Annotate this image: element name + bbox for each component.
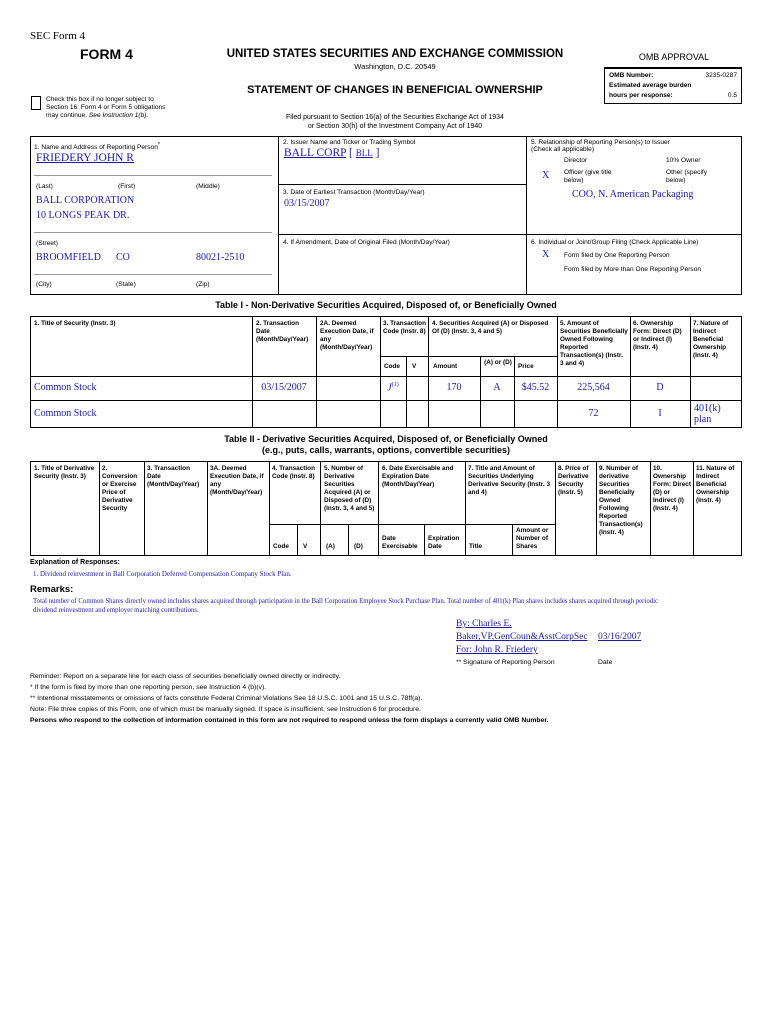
t1-r1-ad: A [493,382,501,393]
t1-col-acquired: 4. Securities Acquired (A) or Disposed Of (D) (Instr. 3, 4 and 5) [432,320,549,335]
last-label: (Last) [36,183,53,190]
t1-r1-title: Common Stock [34,382,97,393]
agency-location: Washington, D.C. 20549 [354,62,436,71]
director-option[interactable]: Director [564,157,588,164]
reporting-person-name[interactable]: FRIEDERY JOHN R [36,152,134,164]
relationship-label-2: (Check all applicable) [531,146,595,153]
reporting-person-label: 1. Name and Address of Reporting Person* [34,142,161,152]
t2-col-deriv-price: 8. Price of Derivative Security (Instr. 5) [558,465,589,496]
remarks-heading: Remarks: [30,584,74,595]
remarks-text: Total number of Common Shares directly owned includes shares acquired through participation in the Ball Corporation Employee Stock Purchase Plan. Total number of 401(k) Plan shares includes shares acquired through periodic dividend reinvestment and employer matching contributions. [33,598,659,614]
earliest-transaction-date: 03/15/2007 [284,198,330,209]
omb-box: OMB Number: 3235-0287 Estimated average burden hours per response: 0.5 [604,68,742,104]
signature-label: ** Signature of Reporting Person [456,659,555,666]
signature-date: 03/16/2007 [598,632,642,642]
t2-sub-exercisable: Date Exercisable [382,535,418,550]
filing-option-multiple[interactable]: Form filed by More than One Reporting Person [564,266,702,273]
checkbox-text-2: Section 16. Form 4 or Form 5 obligations [46,104,166,111]
table2-title: Table II - Derivative Securities Acquired, Disposed of, or Beneficially Owned (e.g., puts, calls, warrants, options, convertible securities) [224,434,548,455]
checkbox-text-3: may continue. See Instruction 1(b). [46,112,149,119]
t1-r1-price: $45.52 [521,382,550,393]
agency-title: UNITED STATES SECURITIES AND EXCHANGE COMMISSION [226,48,564,60]
state-value: CO [116,252,130,263]
signature-line-1: By: Charles E. [456,619,512,629]
t1-r1-code: $J^{(1)}$ [387,382,399,394]
t2-col-nature: 11. Nature of Indirect Beneficial Ownership (Instr. 4) [696,465,735,504]
address-line-2: 10 LONGS PEAK DR. [36,210,130,221]
date-label: Date [598,659,613,666]
t1-col-code: 3. Transaction Code (Instr. 8) [383,320,426,335]
t1-col-owned: 5. Amount of Securities Beneficially Owned Following Reported Transaction(s) (Instr. 3 and 4) [560,320,628,367]
t2-sub-title: Title [469,543,483,550]
t2-sub-code: Code [273,543,289,550]
officer-check-mark: X [542,170,550,181]
address-line-1: BALL CORPORATION [36,195,135,206]
explanation-note-1: 1. Dividend reinvestment in Ball Corporation Deferred Compensation Company Stock Plan. [33,570,292,578]
first-label: (First) [118,183,136,190]
t1-col-date: 2. Transaction Date (Month/Day/Year) [256,320,309,343]
omb-approval-title: OMB APPROVAL [638,52,710,62]
t2-col-deemed: 3A. Deemed Execution Date, if any (Month/Day/Year) [210,465,264,496]
t1-r1-amount: 170 [446,382,462,393]
zip-value: 80021-2510 [196,252,245,263]
city-label: (City) [36,281,52,288]
t2-col-date: 3. Transaction Date (Month/Day/Year) [147,465,200,488]
t2-col-exercisable: 6. Date Exercisable and Expiration Date (Month/Day/Year) [382,465,454,488]
filed-pursuant: Filed pursuant to Section 16(a) of the Securities Exchange Act of 1934 or Section 30(h) of the Investment Company Act of 1940 [286,114,504,130]
explanation-heading: Explanation of Responses: [30,559,120,566]
checkbox-text-1: Check this box if no longer subject to [46,96,154,103]
issuer-label: 2. Issuer Name and Ticker or Trading Symbol [283,139,416,146]
ten-percent-option[interactable]: 10% Owner [666,157,701,164]
t1-col-form: 6. Ownership Form: Direct (D) or Indirect (I) (Instr. 4) [633,320,682,351]
t1-sub-ad: (A) or (D) [484,359,512,366]
t2-col-price: 2. Conversion or Exercise Price of Derivative Security [102,465,138,512]
no-longer-subject-checkbox[interactable] [31,96,41,110]
t1-col-title: 1. Title of Security (Instr. 3) [34,320,116,327]
t1-r2-form: I [658,408,662,419]
t2-sub-v: V [303,543,308,550]
t1-r2-nature: 401(k) plan [694,403,721,425]
zip-label: (Zip) [196,281,210,288]
signature-line-2: Baker,VP,GenCoun&AsstCorpSec [456,632,588,642]
filing-label: 6. Individual or Joint/Group Filing (Check Applicable Line) [531,239,699,246]
sec-form-label: SEC Form 4 [30,30,86,42]
t2-col-form: 10. Ownership Form: Direct (D) or Indirect (I) (Instr. 4) [653,465,691,512]
issuer-name: BALL CORP [ BLL ] [284,147,380,159]
street-label: (Street) [36,240,58,247]
footer-notes: Reminder: Report on a separate line for each class of securities beneficially owned directly or indirectly. * If the form is filed by more than one reporting person, see Instruction 4 (b)(v). ** Intentional misstatements or omissions of facts constitute Federal Criminal Violations See 18 U.S.C. 1001 and 15 U.S.C. 78ff(a). Note: File three copies of this Form, one of which must be manually signed. If space is insufficient, see Instruction 6 for procedure. Persons who respond to the collection of information contained in this form are not required to respond unless the form displays a currently valid OMB Number. [30,673,549,724]
t2-col-owned: 9. Number of derivative Securities Beneficially Owned Following Reported Transaction(s) (Instr. 4) [599,465,643,536]
signature-line-3: For: John R. Friedery [456,645,538,655]
t2-col-title: 1. Title of Derivative Security (Instr. 3) [34,465,95,480]
table1-title: Table I - Non-Derivative Securities Acquired, Disposed of, or Beneficially Owned [215,300,557,310]
t2-sub-expiration: Expiration Date [428,535,460,550]
t2-sub-a: (A) [326,543,335,550]
t1-sub-amount: Amount [433,363,458,370]
t1-col-nature: 7. Nature of Indirect Beneficial Ownership (Instr. 4) [693,320,729,359]
state-label: (State) [116,281,136,288]
t2-col-number: 5. Number of Derivative Securities Acquired (A) or Disposed of (D) (Instr. 3, 4 and 5) [324,465,375,512]
other-option[interactable]: Other (specify below) [666,169,708,184]
t1-r1-form: D [656,382,664,393]
relationship-label-1: 5. Relationship of Reporting Person(s) to Issuer [531,139,670,146]
t1-col-deemed: 2A. Deemed Execution Date, if any (Month/Day/Year) [320,320,374,351]
form-name: FORM 4 [80,46,133,62]
middle-label: (Middle) [196,183,220,190]
t2-sub-amount: Amount or Number of Shares [516,527,549,550]
t2-col-code: 4. Transaction Code (Instr. 8) [272,465,315,480]
officer-title: COO, N. American Packaging [572,189,694,200]
city-value: BROOMFIELD [36,252,102,263]
t1-r1-owned: 225,564 [577,382,610,393]
statement-title: STATEMENT OF CHANGES IN BENEFICIAL OWNERSHIP [247,84,543,96]
officer-option[interactable]: Officer (give title below) [564,169,612,184]
t1-sub-code: Code [384,363,400,370]
filing-option-one[interactable]: Form filed by One Reporting Person [564,252,670,259]
t1-sub-price: Price [518,363,534,370]
t1-r2-owned: 72 [588,408,599,419]
t1-r2-title: Common Stock [34,408,97,419]
t2-sub-d: (D) [354,543,363,550]
t2-col-underlying: 7. Title and Amount of Securities Underlying Derivative Security (Instr. 3 and 4) [468,465,551,496]
t1-sub-v: V [412,363,417,370]
filing-check-mark: X [542,249,550,260]
t1-r1-date: 03/15/2007 [261,382,307,393]
amendment-label: 4. If Amendment, Date of Original Filed (Month/Day/Year) [283,239,450,246]
earliest-transaction-label: 3. Date of Earliest Transaction (Month/Day/Year) [283,189,425,196]
